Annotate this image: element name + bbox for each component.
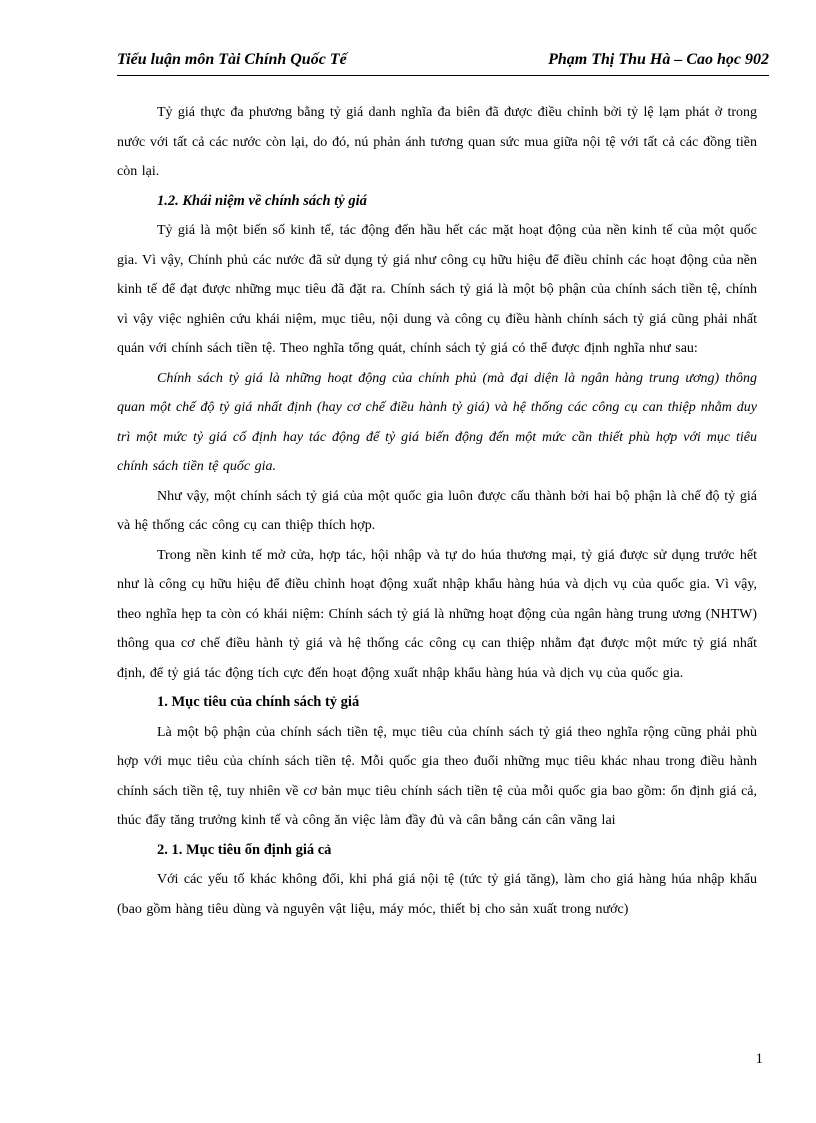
section-heading-objectives: 1. Mục tiêu của chính sách tỷ giá [157, 694, 360, 710]
header-course-title: Tiểu luận môn Tài Chính Quốc Tế [117, 51, 347, 68]
paragraph-policy-definition: Chính sách tỷ giá là những hoạt động của chính phủ (mà đại diện là ngân hàng trung ương) thông quan một chế độ tỷ giá nhất định (hay cơ chế điều hành tỷ giá) và hệ thống các công cụ can thiệp nhằm duy trì một mức tỷ giá cố định hay tác động để tỷ giá biến động đến một mức cần thiết phù hợp với mục tiêu chính sách tiền tệ quốc gia. [117, 370, 757, 474]
paragraph-exchange-rate-definition: Tỷ giá là một biến số kinh tế, tác động đến hầu hết các mặt hoạt động của nền kinh tế của một quốc gia. Vì vậy, Chính phủ các nước đã sử dụng tỷ giá như công cụ hữu hiệu để điều chỉnh các hoạt động của nền kinh tế để đạt được những mục tiêu đã đặt ra. Chính sách tỷ giá là một bộ phận của chính sách tiền tệ, chính vì vậy việc nghiên cứu khái niệm, mục tiêu, nội dung và công cụ điều hành chính sách tỷ giá cũng phải nhất quán với chính sách tiền tệ. Theo nghĩa tổng quát, chính sách tỷ giá có thể được định nghĩa như sau: [117, 223, 757, 356]
paragraph-price-stability: Với các yếu tố khác không đổi, khi phá giá nội tệ (tức tỷ giá tăng), làm cho giá hàng húa nhập khẩu (bao gồm hàng tiêu dùng và nguyên vật liệu, máy móc, thiết bị cho sản xuất trong nước) [117, 872, 757, 917]
section-heading-1-2: 1.2. Khái niệm về chính sách tỷ giá [157, 192, 367, 209]
paragraph-objectives: Là một bộ phận của chính sách tiền tệ, mục tiêu của chính sách tỷ giá theo nghĩa rộng cũng phải phù hợp với mục tiêu của chính sách tiền tệ. Mỗi quốc gia theo đuổi những mục tiêu khác nhau trong điều hành chính sách tiền tệ, tuy nhiên về cơ bản mục tiêu chính sách tiền tệ của mỗi quốc gia bao gồm: ổn định giá cả, thúc đẩy tăng trưởng kinh tế và công ăn việc làm đầy đủ và cân bằng cán cân vãng lai [117, 724, 757, 828]
document-body [117, 98, 757, 924]
header-author: Phạm Thị Thu Hà – Cao học 902 [548, 51, 769, 68]
paragraph-narrow-definition: Trong nền kinh tế mở cửa, hợp tác, hội nhập và tự do húa thương mại, tỷ giá được sử dụng trước hết như là công cụ hữu hiệu để điều chỉnh hoạt động xuất nhập khẩu hàng húa và dịch vụ của quốc gia. Vì vậy, theo nghĩa hẹp ta còn có khái niệm: Chính sách tỷ giá là những hoạt động của ngân hàng trung ương (NHTW) thông qua cơ chế điều hành tỷ giá và hệ thống các công cụ can thiệp nhằm đạt được một mức tỷ giá nhất định, để tỷ giá tác động tích cực đến hoạt động xuất nhập khẩu hàng húa và dịch vụ của quốc gia. [117, 547, 757, 681]
paragraph-real-exchange-rate: Tỷ giá thực đa phương bằng tỷ giá danh nghĩa đa biên đã được điều chỉnh bởi tỷ lệ lạm phát ở trong nước với tất cả các nước còn lại, do đó, nú phản ánh tương quan sức mua giữa nội tệ với tất cả các đồng tiền còn lại. [117, 105, 757, 179]
section-heading-2-1: 2. 1. Mục tiêu ổn định giá cả [157, 841, 332, 858]
page-number: 1 [755, 1051, 763, 1067]
header-divider [117, 75, 769, 76]
page-header [117, 50, 769, 74]
paragraph-policy-components: Như vậy, một chính sách tỷ giá của một quốc gia luôn được cấu thành bởi hai bộ phận là chế độ tỷ giá và hệ thống các công cụ can thiệp thích hợp. [117, 488, 757, 533]
